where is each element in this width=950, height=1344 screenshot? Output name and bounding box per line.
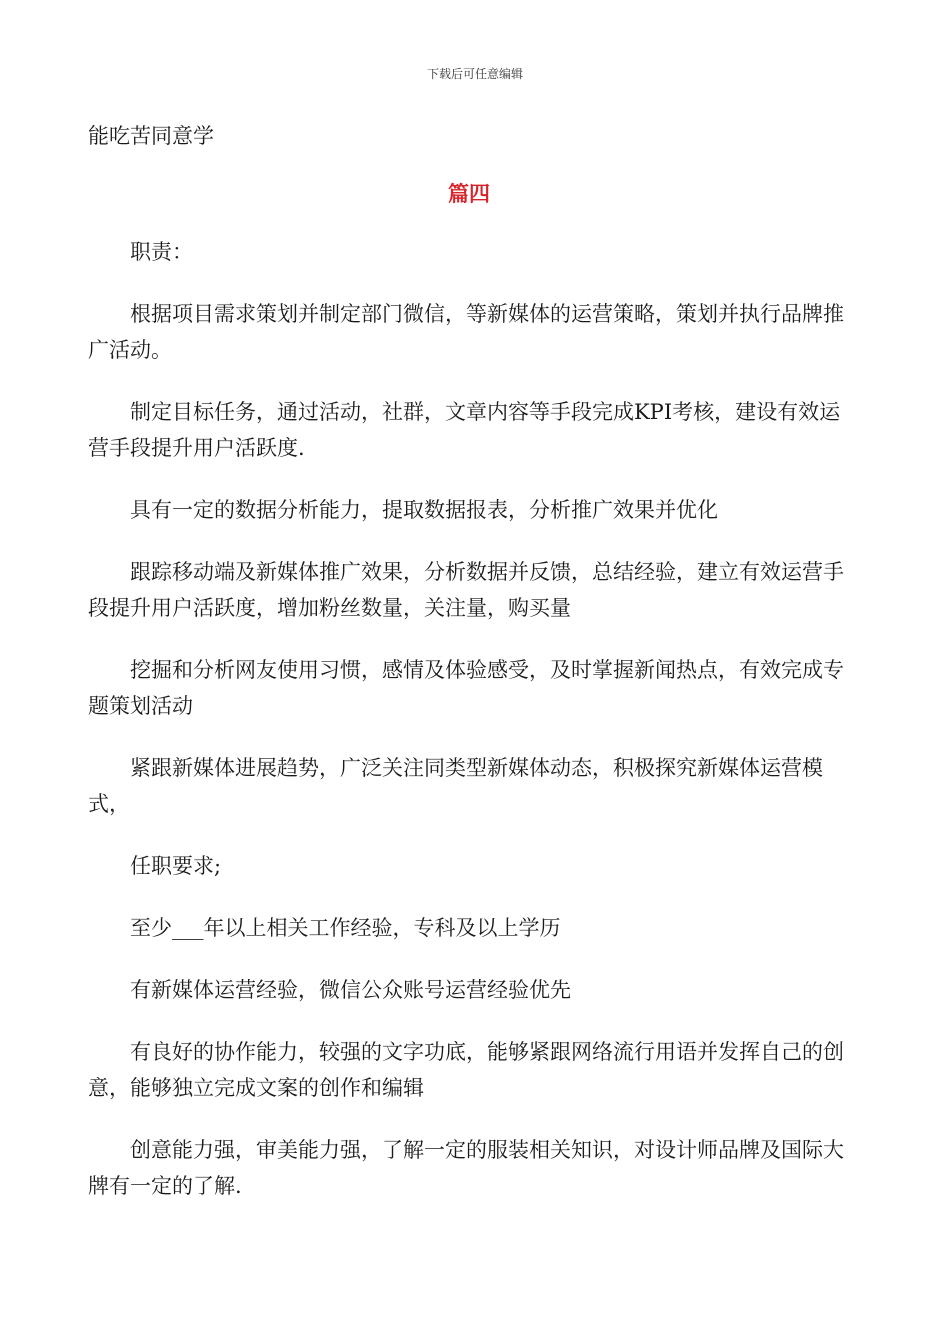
lead-line: 能吃苦同意学 [88, 124, 214, 148]
paragraph: 制定目标任务，通过活动，社群，文章内容等手段完成KPI考核，建设有效运营手段提升用户活跃度. [88, 400, 841, 460]
paragraph: 有新媒体运营经验，微信公众账号运营经验优先 [130, 978, 571, 1002]
paragraph: 紧跟新媒体进展趋势，广泛关注同类型新媒体动态，积极探究新媒体运营模式， [88, 756, 823, 816]
header-note: 下载后可任意编辑 [426, 67, 523, 81]
paragraph: 至少___年以上相关工作经验，专科及以上学历 [130, 916, 561, 940]
paragraph: 挖掘和分析网友使用习惯，感情及体验感受，及时掌握新闻热点，有效完成专题策划活动 [88, 658, 844, 718]
paragraph: 根据项目需求策划并制定部门微信，等新媒体的运营策略，策划并执行品牌推广活动。 [88, 302, 844, 362]
section-title: 篇四 [448, 181, 490, 206]
document-body [88, 118, 850, 1204]
paragraph: 创意能力强，审美能力强，了解一定的服装相关知识，对设计师品牌及国际大牌有一定的了解. [88, 1138, 844, 1198]
paragraph: 有良好的协作能力，较强的文字功底，能够紧跟网络流行用语并发挥自己的创意，能够独立完成文案的创作和编辑 [88, 1040, 844, 1100]
paragraph-requirements-label: 任职要求; [130, 854, 222, 878]
paragraph: 具有一定的数据分析能力，提取数据报表，分析推广效果并优化 [130, 498, 718, 522]
paragraph: 跟踪移动端及新媒体推广效果，分析数据并反馈，总结经验，建立有效运营手段提升用户活跃度，增加粉丝数量，关注量，购买量 [88, 560, 844, 620]
paragraph-duties-label: 职责： [130, 240, 193, 264]
